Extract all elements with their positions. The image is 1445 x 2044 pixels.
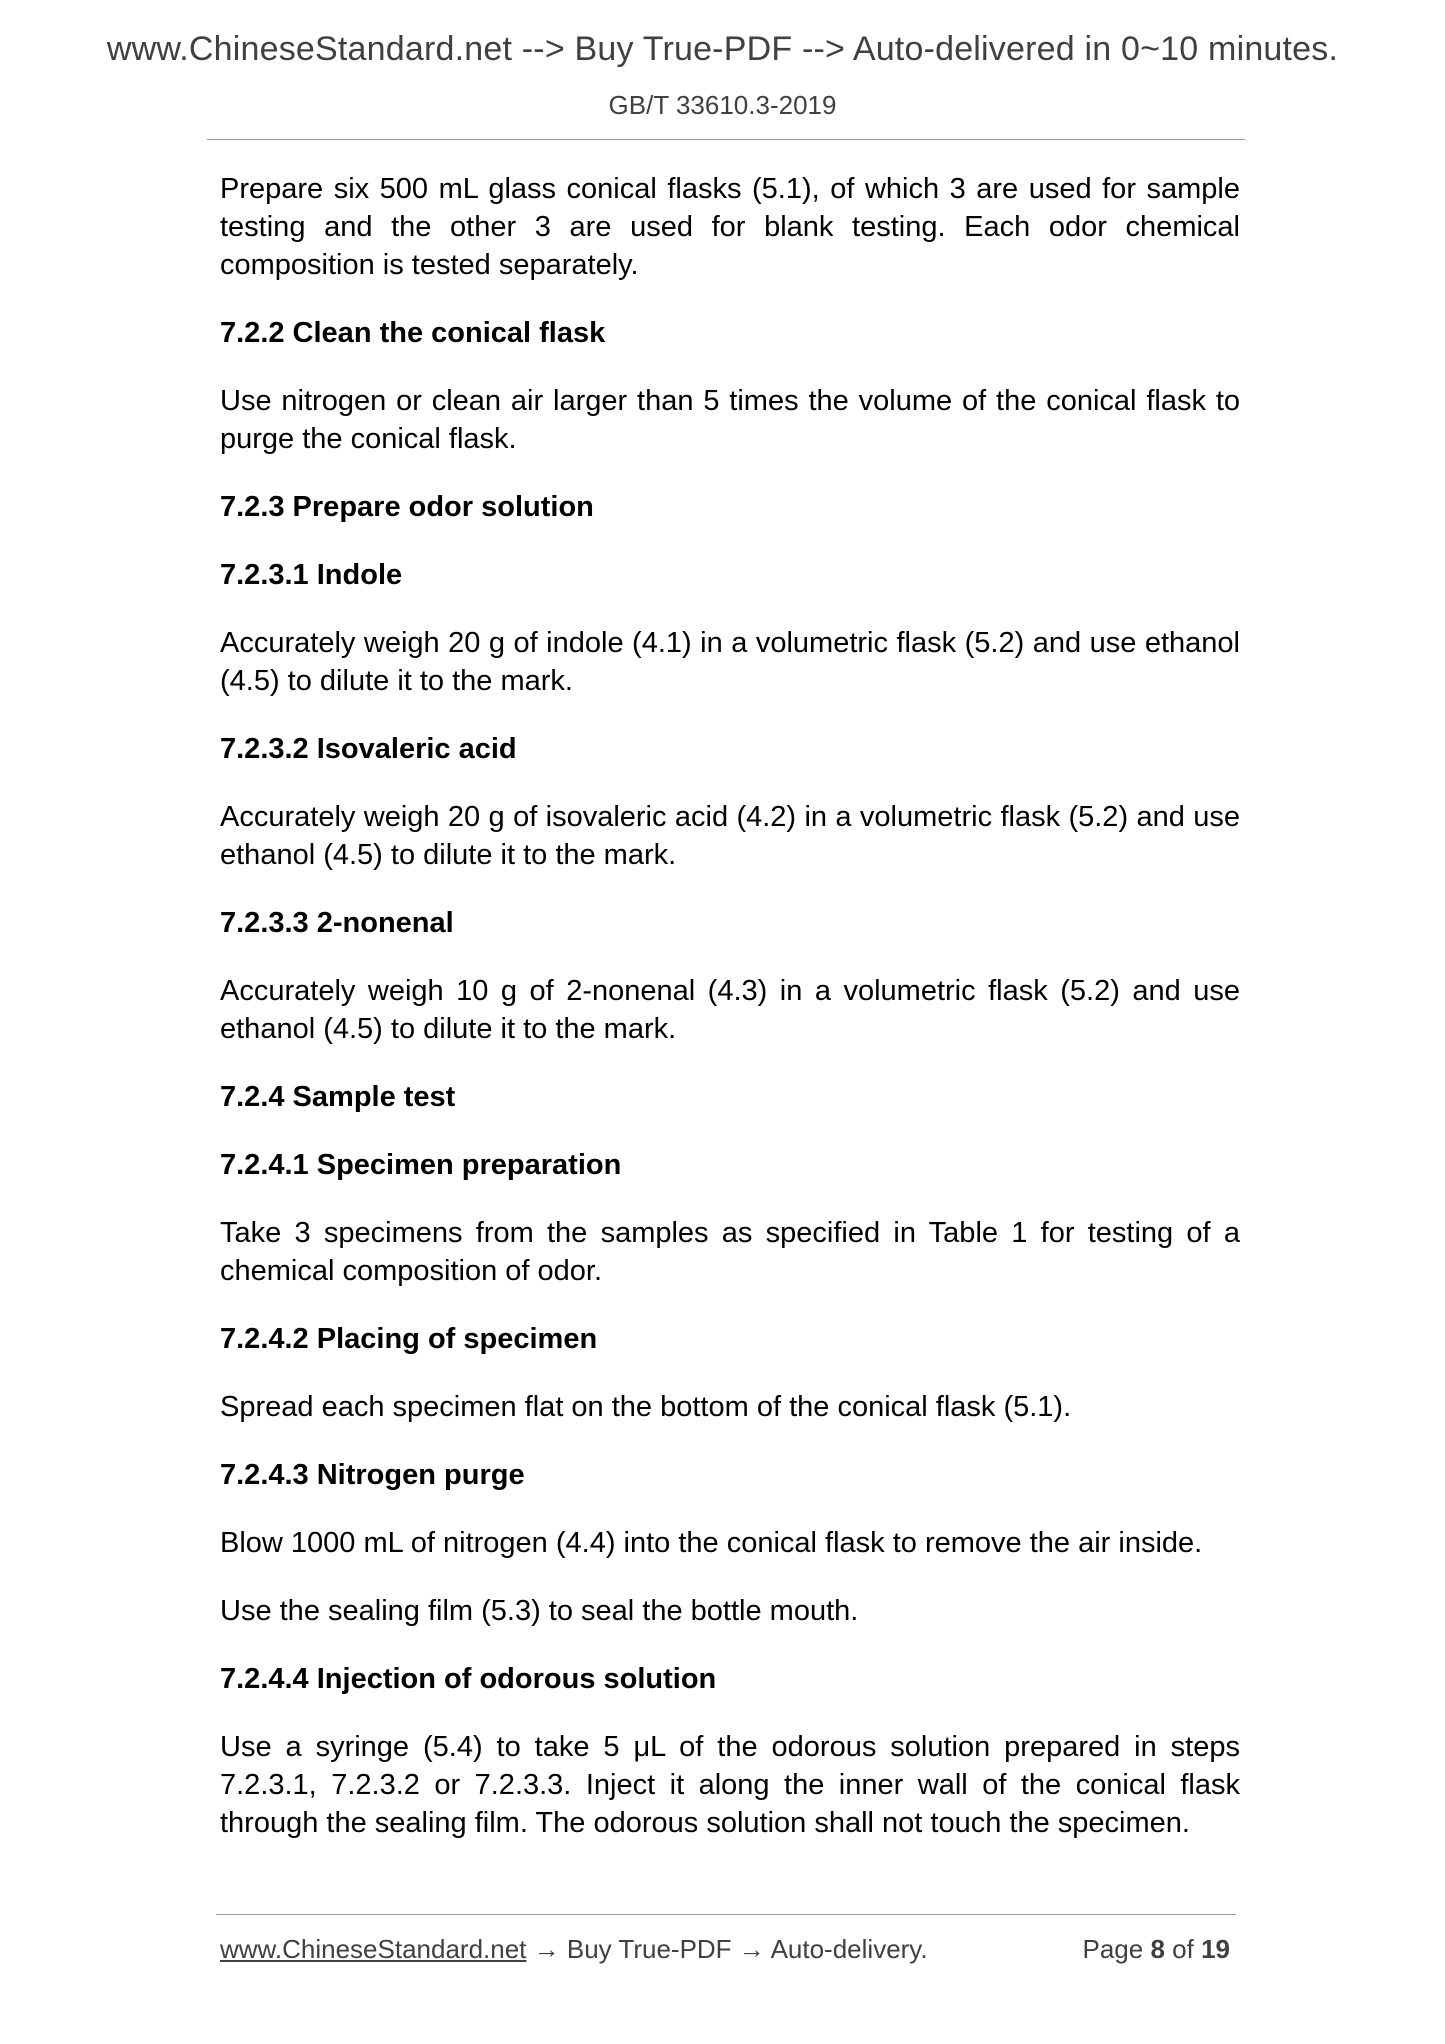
heading-7-2-4-4: 7.2.4.4 Injection of odorous solution [220, 1663, 717, 1695]
page-label: Page [1082, 1934, 1144, 1964]
of-label: of [1172, 1934, 1194, 1964]
header-divider [207, 139, 1245, 140]
paragraph-7-2-2: Use nitrogen or clean air larger than 5 times the volume of the conical flask to purge the conical flask. [220, 385, 1240, 455]
paragraph-7-2-4-2: Spread each specimen flat on the bottom of the conical flask (5.1). [220, 1391, 1072, 1423]
footer-divider [216, 1914, 1236, 1915]
page-current: 8 [1150, 1934, 1165, 1964]
paragraph-7-2-3-1: Accurately weigh 20 g of indole (4.1) in a volumetric flask (5.2) and use ethanol (4.5) to dilute it to the mark. [220, 627, 1240, 697]
paragraph-7-2-4-4: Use a syringe (5.4) to take 5 μL of the odorous solution prepared in steps 7.2.3.1, 7.2.3.2 or 7.2.3.3. Inject it along the inner wall of the conical flask through the sealing film. The odorous solution shall not touch the specimen. [220, 1731, 1240, 1839]
standard-code: GB/T 33610.3-2019 [608, 90, 837, 120]
heading-7-2-4-3: 7.2.4.3 Nitrogen purge [220, 1459, 525, 1491]
paragraph-7-2-3-2: Accurately weigh 20 g of isovaleric acid (4.2) in a volumetric flask (5.2) and use ethanol (4.5) to dilute it to the mark. [220, 801, 1240, 871]
top-banner: www.ChineseStandard.net --> Buy True-PDF --> Auto-delivered in 0~10 minutes. [106, 30, 1339, 68]
paragraph-7-2-4-3-a: Blow 1000 mL of nitrogen (4.4) into the conical flask to remove the air inside. [220, 1527, 1203, 1559]
heading-7-2-3-3: 7.2.3.3 2-nonenal [220, 907, 454, 939]
heading-7-2-4-1: 7.2.4.1 Specimen preparation [220, 1149, 622, 1181]
page-content [220, 170, 1240, 1872]
heading-7-2-3-1: 7.2.3.1 Indole [220, 559, 403, 591]
footer-tail-text: → Buy True-PDF → Auto-delivery. [526, 1934, 928, 1964]
paragraph-intro: Prepare six 500 mL glass conical flasks (5.1), of which 3 are used for sample testing and the other 3 are used for blank testing. Each odor chemical composition is tested separately. [220, 173, 1240, 281]
paragraph-7-2-4-1: Take 3 specimens from the samples as specified in Table 1 for testing of a chemical composition of odor. [220, 1217, 1240, 1287]
heading-7-2-2: 7.2.2 Clean the conical flask [220, 317, 606, 349]
page-total: 19 [1201, 1934, 1230, 1964]
footer-site-link[interactable]: www.ChineseStandard.net [220, 1934, 527, 1964]
paragraph-7-2-3-3: Accurately weigh 10 g of 2-nonenal (4.3) in a volumetric flask (5.2) and use ethanol (4.5) to dilute it to the mark. [220, 975, 1240, 1045]
heading-7-2-4-2: 7.2.4.2 Placing of specimen [220, 1323, 598, 1355]
heading-7-2-4: 7.2.4 Sample test [220, 1081, 456, 1113]
heading-7-2-3: 7.2.3 Prepare odor solution [220, 491, 594, 523]
footer-promo [220, 1934, 928, 1965]
page-indicator [1082, 1934, 1230, 1965]
paragraph-7-2-4-3-b: Use the sealing film (5.3) to seal the bottle mouth. [220, 1595, 859, 1627]
heading-7-2-3-2: 7.2.3.2 Isovaleric acid [220, 733, 517, 765]
